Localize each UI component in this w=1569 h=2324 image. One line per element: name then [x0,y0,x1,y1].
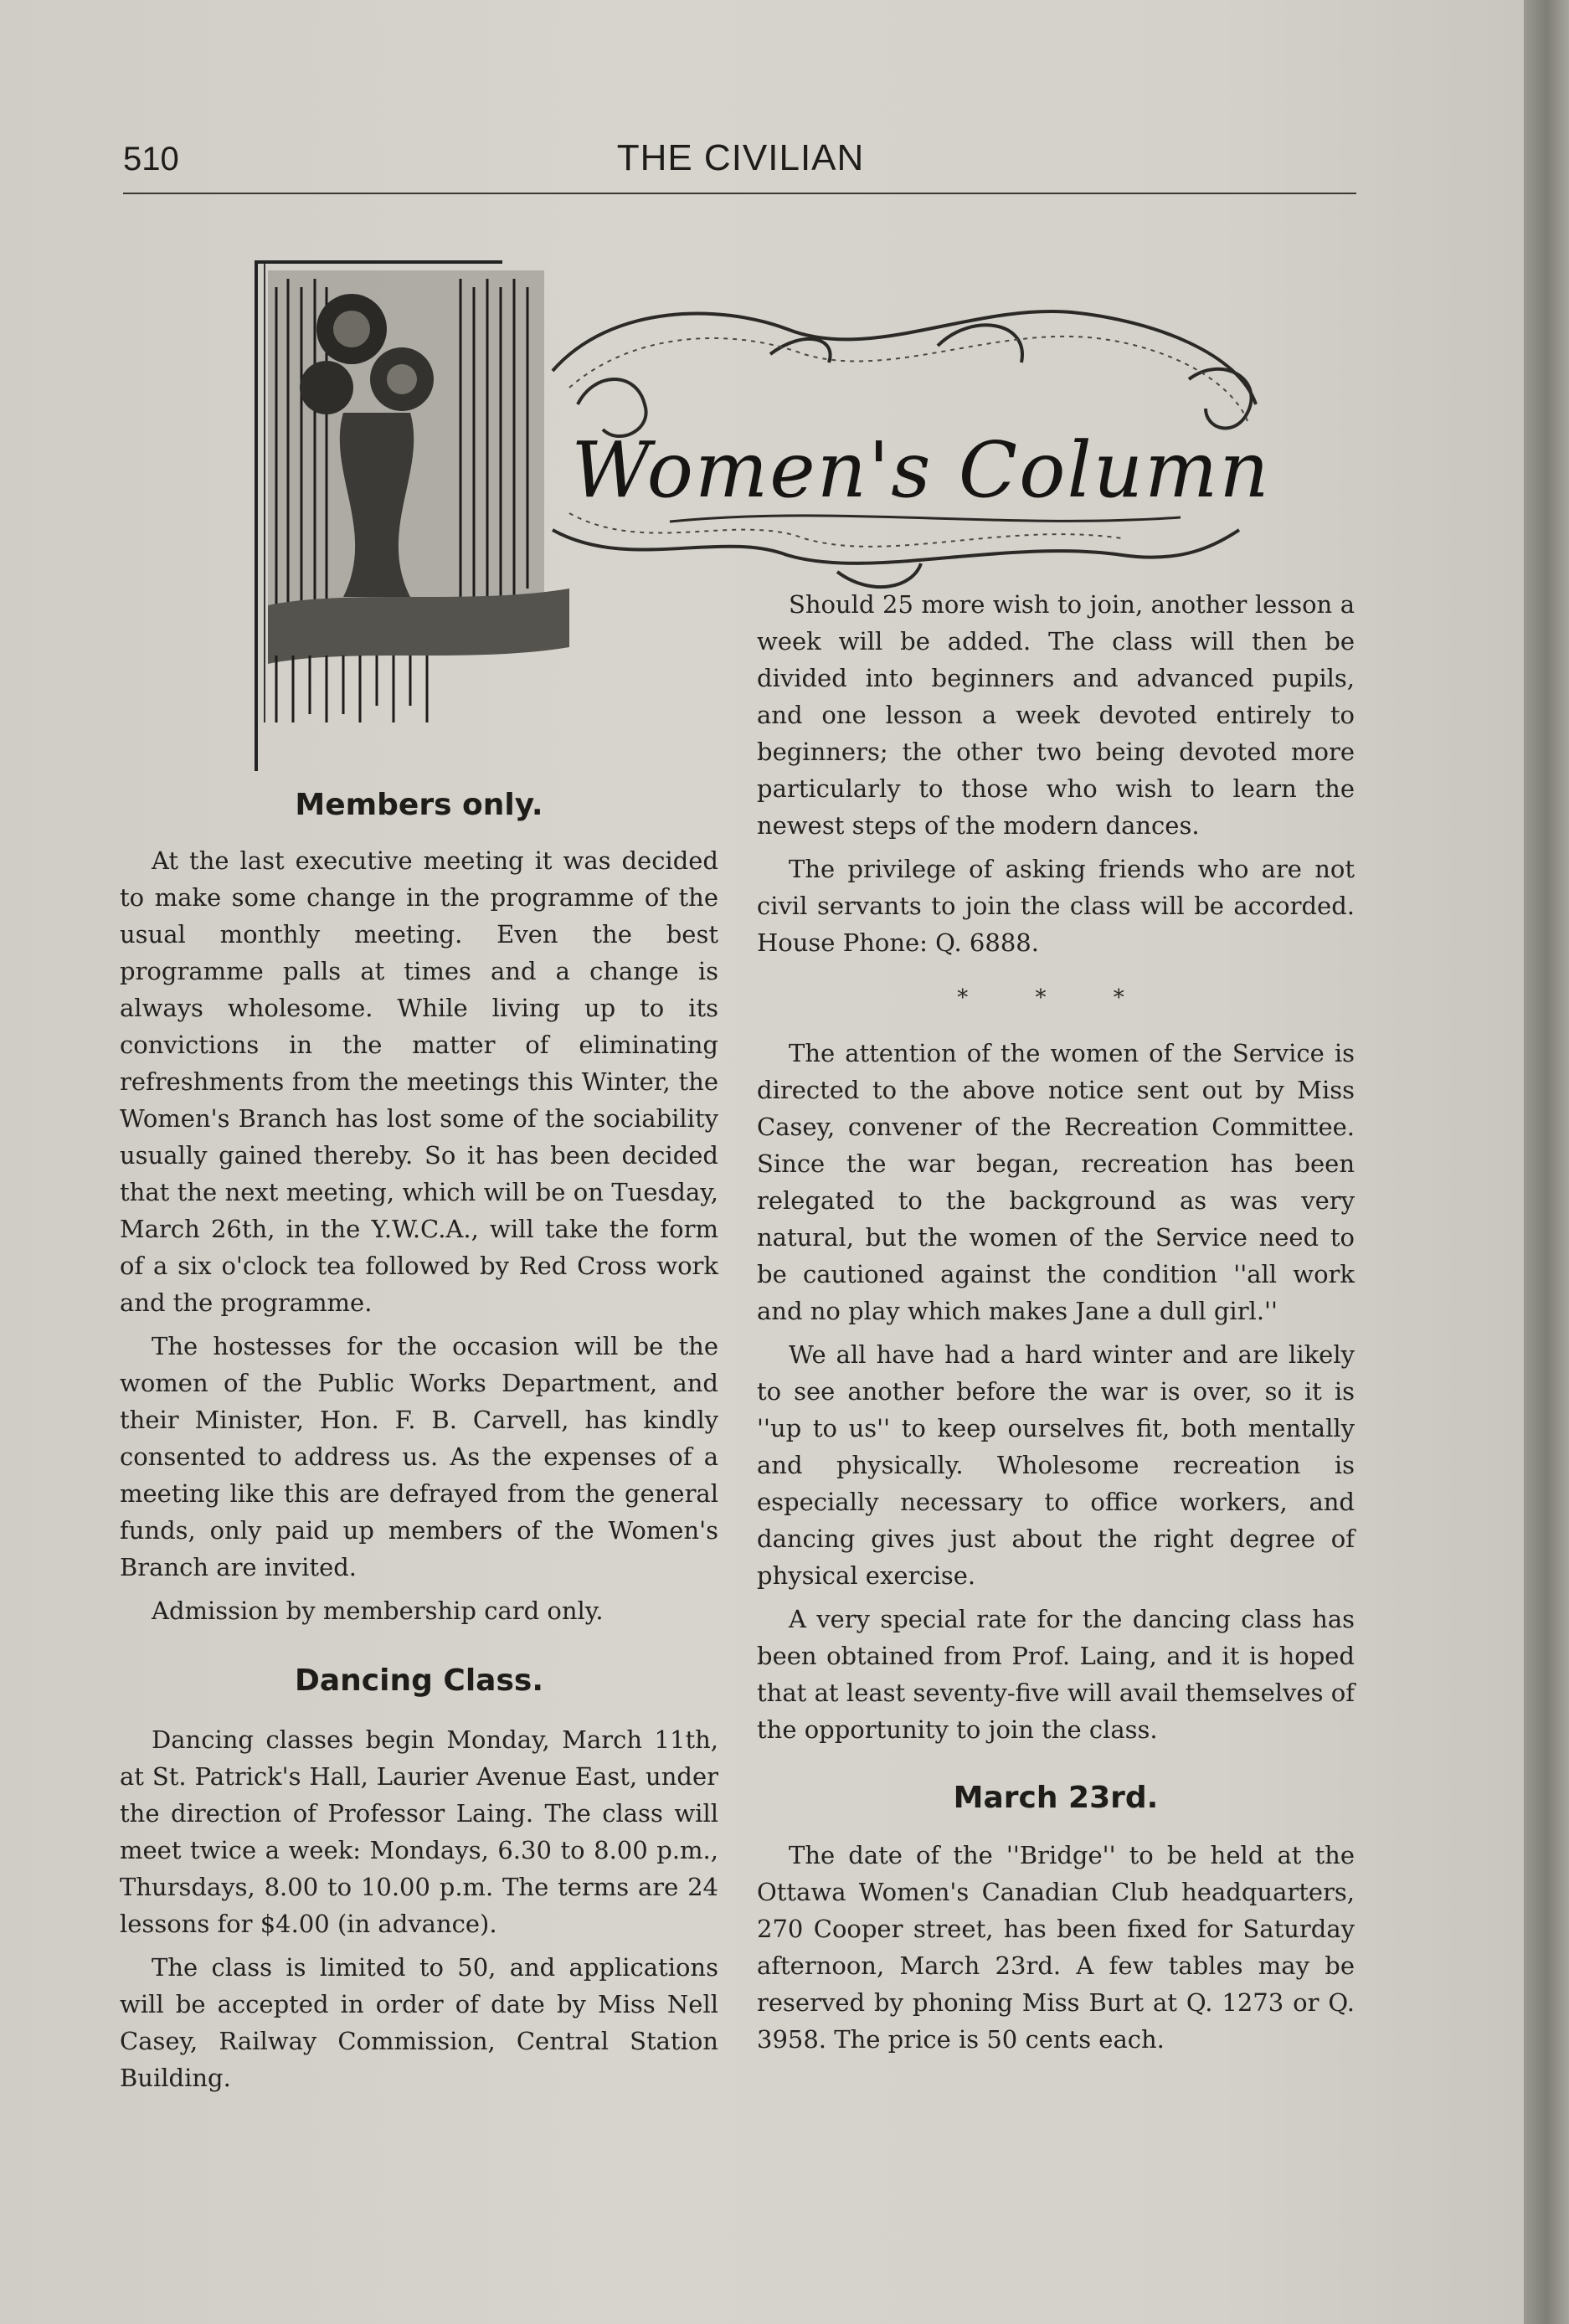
header-rule [123,193,1356,194]
right-paragraph-1: Should 25 more wish to join, another lesson a week will be added. The class will then be divided into beginners and advanced pupils, and one lesson a week devoted entirely to beginners; the other two being devoted more particularly to those who wish to learn the newest steps of the modern dances. [757,590,1355,840]
march-23rd-heading: March 23rd. [953,1781,1159,1815]
members-paragraph-3: Admission by membership card only. [152,1596,604,1625]
book-binding-edge [1524,0,1569,2324]
right-paragraph-4: We all have had a hard winter and are likely to see another before the war is over, so it is ''up to us'' to keep ourselves fit, both mentally and physically. Wholesome recreation is especially necessary to office workers, and dancing gives just about the right degree of physical exercise. [757,1340,1355,1590]
right-column [757,586,1355,2064]
right-paragraph-2: The privilege of asking friends who are not civil servants to join the class will be accorded. House Phone: Q. 6888. [757,855,1355,957]
left-column [120,787,718,2103]
page-header [123,134,1358,194]
members-paragraph-1: At the last executive meeting it was decided to make some change in the programme of the usual monthly meeting. Even the best programme palls at times and a change is always wholesome. While living up to its convictions in the matter of eliminating refreshments from the meetings this Winter, the Women's Branch has lost some of the sociability usually gained thereby. So it has been decided that the next meeting, which will be on Tuesday, March 26th, in the Y.W.C.A., will take the form of a six o'clock tea followed by Red Cross work and the programme. [120,846,718,1317]
page-number: 510 [123,141,179,177]
dancing-class-heading: Dancing Class. [295,1663,543,1698]
march-paragraph-1: The date of the ''Bridge'' to be held at the Ottawa Women's Canadian Club headquarters, 270 Cooper street, has been fixed for Saturday afternoon, March 23rd. A few tables may be reserved by phoning Miss Burt at Q. 1273 or Q. 3958. The price is 50 cents each. [757,1841,1355,2054]
dancing-paragraph-1: Dancing classes begin Monday, March 11th, at St. Patrick's Hall, Laurier Avenue East, under the direction of Professor Laing. The class will meet twice a week: Mondays, 6.30 to 8.00 p.m., Thursdays, 8.00 to 10.00 p.m. The terms are 24 lessons for $4.00 (in advance). [120,1725,718,1938]
section-divider-stars: * * * [957,985,1155,1010]
running-title: THE CIVILIAN [616,137,865,178]
dancing-paragraph-2: The class is limited to 50, and applications will be accepted in order of date by Miss Nell Casey, Railway Commission, Central Station Building. [120,1953,718,2092]
banner-title: Women's Column [571,425,1271,515]
right-paragraph-5: A very special rate for the dancing class has been obtained from Prof. Laing, and it is hoped that at least seventy-five will avail themselves of the opportunity to join the class. [757,1605,1355,1744]
members-paragraph-2: The hostesses for the occasion will be the women of the Public Works Department, and their Minister, Hon. F. B. Carvell, has kindly consented to address us. As the expenses of a meeting like this are defrayed from the general funds, only paid up members of the Women's Branch are invited. [120,1332,718,1581]
members-only-heading: Members only. [295,788,543,822]
right-paragraph-3: The attention of the women of the Service is directed to the above notice sent out by Miss Casey, convener of the Recreation Committee. Since the war began, recreation has been relegated to the background as was very natural, but the women of the Service need to be cautioned against the condition ''all work and no play which makes Jane a dull girl.'' [757,1039,1355,1325]
drapery-illustration [268,270,569,722]
